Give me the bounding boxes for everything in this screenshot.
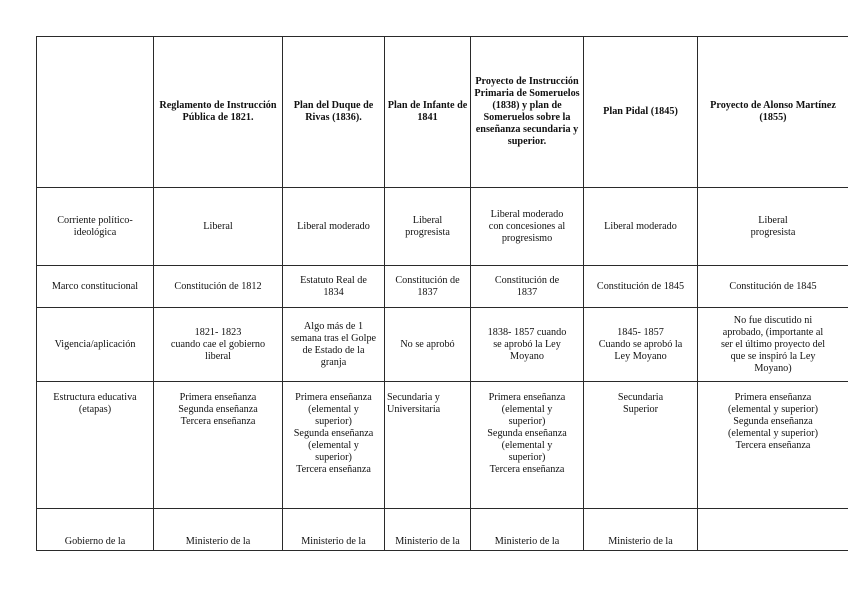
cell-marco-infante: Constitución de 1837 <box>385 266 471 308</box>
cell-gobierno-someruelos: Ministerio de la <box>471 509 584 551</box>
row-corriente <box>37 188 848 266</box>
row-marco <box>37 266 848 308</box>
cell-estructura-infante: Secundaria y Universitaria <box>385 382 471 509</box>
row-label-marco: Marco constitucional <box>37 266 154 308</box>
cell-marco-rivas: Estatuto Real de 1834 <box>283 266 385 308</box>
row-vigencia <box>37 308 848 382</box>
row-estructura <box>37 382 848 509</box>
row-label-gobierno: Gobierno de la <box>37 509 154 551</box>
header-plan-pidal: Plan Pidal (1845) <box>584 37 698 188</box>
cell-corriente-someruelos: Liberal moderado con concesiones al progresismo <box>471 188 584 266</box>
cell-vigencia-pidal: 1845- 1857 Cuando se aprobó la Ley Moyano <box>584 308 698 382</box>
header-plan-infante: Plan de Infante de 1841 <box>385 37 471 188</box>
cell-marco-pidal: Constitución de 1845 <box>584 266 698 308</box>
header-empty-cell <box>37 37 154 188</box>
cell-gobierno-rivas: Ministerio de la <box>283 509 385 551</box>
cell-vigencia-alonso: No fue discutido ni aprobado, (importante al ser el último proyecto del que se inspiró la Ley Moyano) <box>698 308 848 382</box>
cell-vigencia-someruelos: 1838- 1857 cuando se aprobó la Ley Moyano <box>471 308 584 382</box>
cell-marco-1821: Constitución de 1812 <box>154 266 283 308</box>
cell-corriente-rivas: Liberal moderado <box>283 188 385 266</box>
header-proyecto-someruelos: Proyecto de Instrucción Primaria de Someruelos (1838) y plan de Someruelos sobre la enseñanza secundaria y superior. <box>471 37 584 188</box>
cell-vigencia-1821: 1821- 1823 cuando cae el gobierno liberal <box>154 308 283 382</box>
cell-vigencia-rivas: Algo más de 1 semana tras el Golpe de Estado de la granja <box>283 308 385 382</box>
row-label-vigencia: Vigencia/aplicación <box>37 308 154 382</box>
header-plan-duque-rivas: Plan del Duque de Rivas (1836). <box>283 37 385 188</box>
cell-corriente-infante: Liberal progresista <box>385 188 471 266</box>
cell-marco-alonso: Constitución de 1845 <box>698 266 848 308</box>
row-gobierno <box>37 509 848 551</box>
cell-marco-someruelos: Constitución de 1837 <box>471 266 584 308</box>
education-plans-table <box>36 36 848 551</box>
cell-gobierno-1821: Ministerio de la <box>154 509 283 551</box>
cell-corriente-pidal: Liberal moderado <box>584 188 698 266</box>
header-proyecto-alonso-martinez: Proyecto de Alonso Martínez (1855) <box>698 37 848 188</box>
cell-estructura-rivas: Primera enseñanza (elemental y superior) Segunda enseñanza (elemental y superior) Tercera enseñanza <box>283 382 385 509</box>
cell-corriente-alonso: Liberal progresista <box>698 188 848 266</box>
row-label-estructura: Estructura educativa (etapas) <box>37 382 154 509</box>
cell-estructura-someruelos: Primera enseñanza (elemental y superior) Segunda enseñanza (elemental y superior) Tercera enseñanza <box>471 382 584 509</box>
header-reglamento-1821: Reglamento de Instrucción Pública de 1821. <box>154 37 283 188</box>
cell-corriente-1821: Liberal <box>154 188 283 266</box>
row-label-corriente: Corriente político- ideológica <box>37 188 154 266</box>
cell-gobierno-pidal: Ministerio de la <box>584 509 698 551</box>
cell-estructura-pidal: Secundaria Superior <box>584 382 698 509</box>
header-row <box>37 37 848 188</box>
cell-vigencia-infante: No se aprobó <box>385 308 471 382</box>
cell-estructura-1821: Primera enseñanza Segunda enseñanza Tercera enseñanza <box>154 382 283 509</box>
cell-gobierno-alonso <box>698 509 848 551</box>
cell-gobierno-infante: Ministerio de la <box>385 509 471 551</box>
cell-estructura-alonso: Primera enseñanza (elemental y superior) Segunda enseñanza (elemental y superior) Tercera enseñanza <box>698 382 848 509</box>
